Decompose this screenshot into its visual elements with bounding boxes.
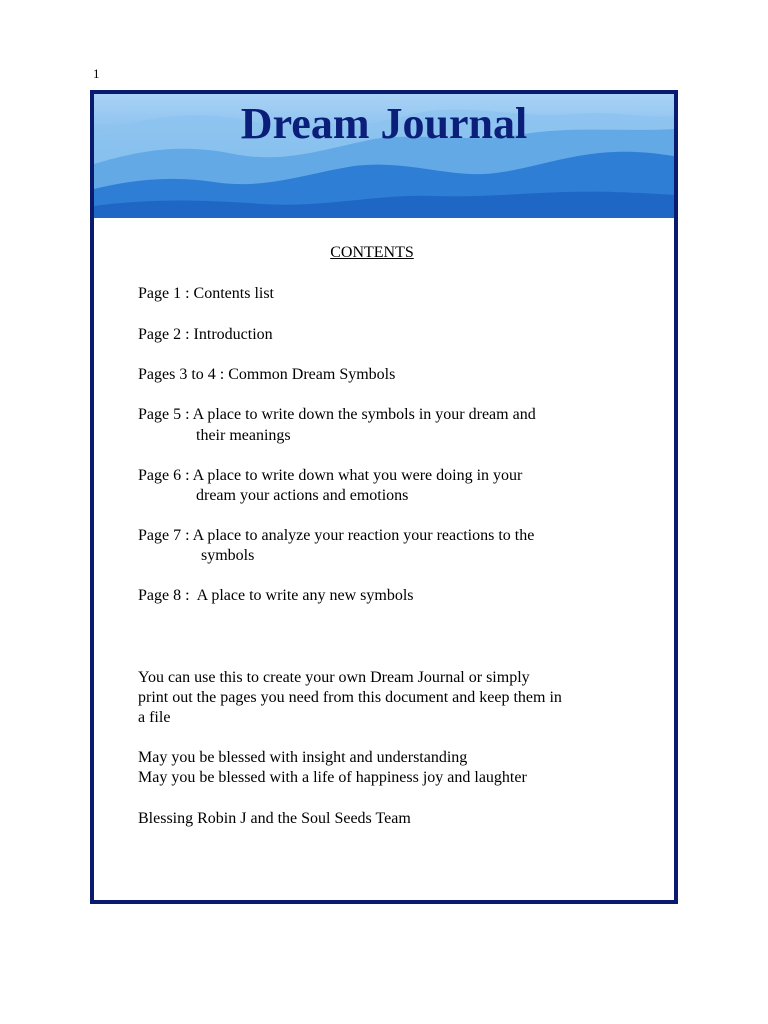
- contents-item: Page 7 : A place to analyze your reaction your reactions to the: [138, 527, 535, 544]
- signoff: Blessing Robin J and the Soul Seeds Team: [138, 810, 411, 827]
- intro-paragraph-line: You can use this to create your own Dream Journal or simply: [138, 669, 530, 686]
- contents-heading: CONTENTS: [330, 244, 414, 261]
- contents-item-continued: dream your actions and emotions: [196, 487, 409, 504]
- contents-item: Page 1 : Contents list: [138, 285, 274, 302]
- contents-item: Pages 3 to 4 : Common Dream Symbols: [138, 366, 396, 383]
- page-number: 1: [93, 66, 100, 81]
- blessing-line: May you be blessed with a life of happiness joy and laughter: [138, 769, 527, 786]
- blessing-line: May you be blessed with insight and understanding: [138, 749, 468, 766]
- mountain-banner: [94, 94, 674, 218]
- intro-paragraph-line: print out the pages you need from this document and keep them in: [138, 689, 562, 706]
- contents-item-continued: their meanings: [196, 427, 291, 444]
- contents-item: Page 5 : A place to write down the symbols in your dream and: [138, 406, 536, 423]
- page-title: Dream Journal: [240, 99, 528, 148]
- contents-item: Page 2 : Introduction: [138, 326, 273, 343]
- document-frame: [90, 90, 678, 904]
- contents-item-continued: symbols: [201, 547, 255, 564]
- contents-item: Page 8 : A place to write any new symbols: [138, 587, 414, 604]
- contents-item: Page 6 : A place to write down what you were doing in your: [138, 467, 523, 484]
- intro-paragraph-line: a file: [138, 709, 171, 726]
